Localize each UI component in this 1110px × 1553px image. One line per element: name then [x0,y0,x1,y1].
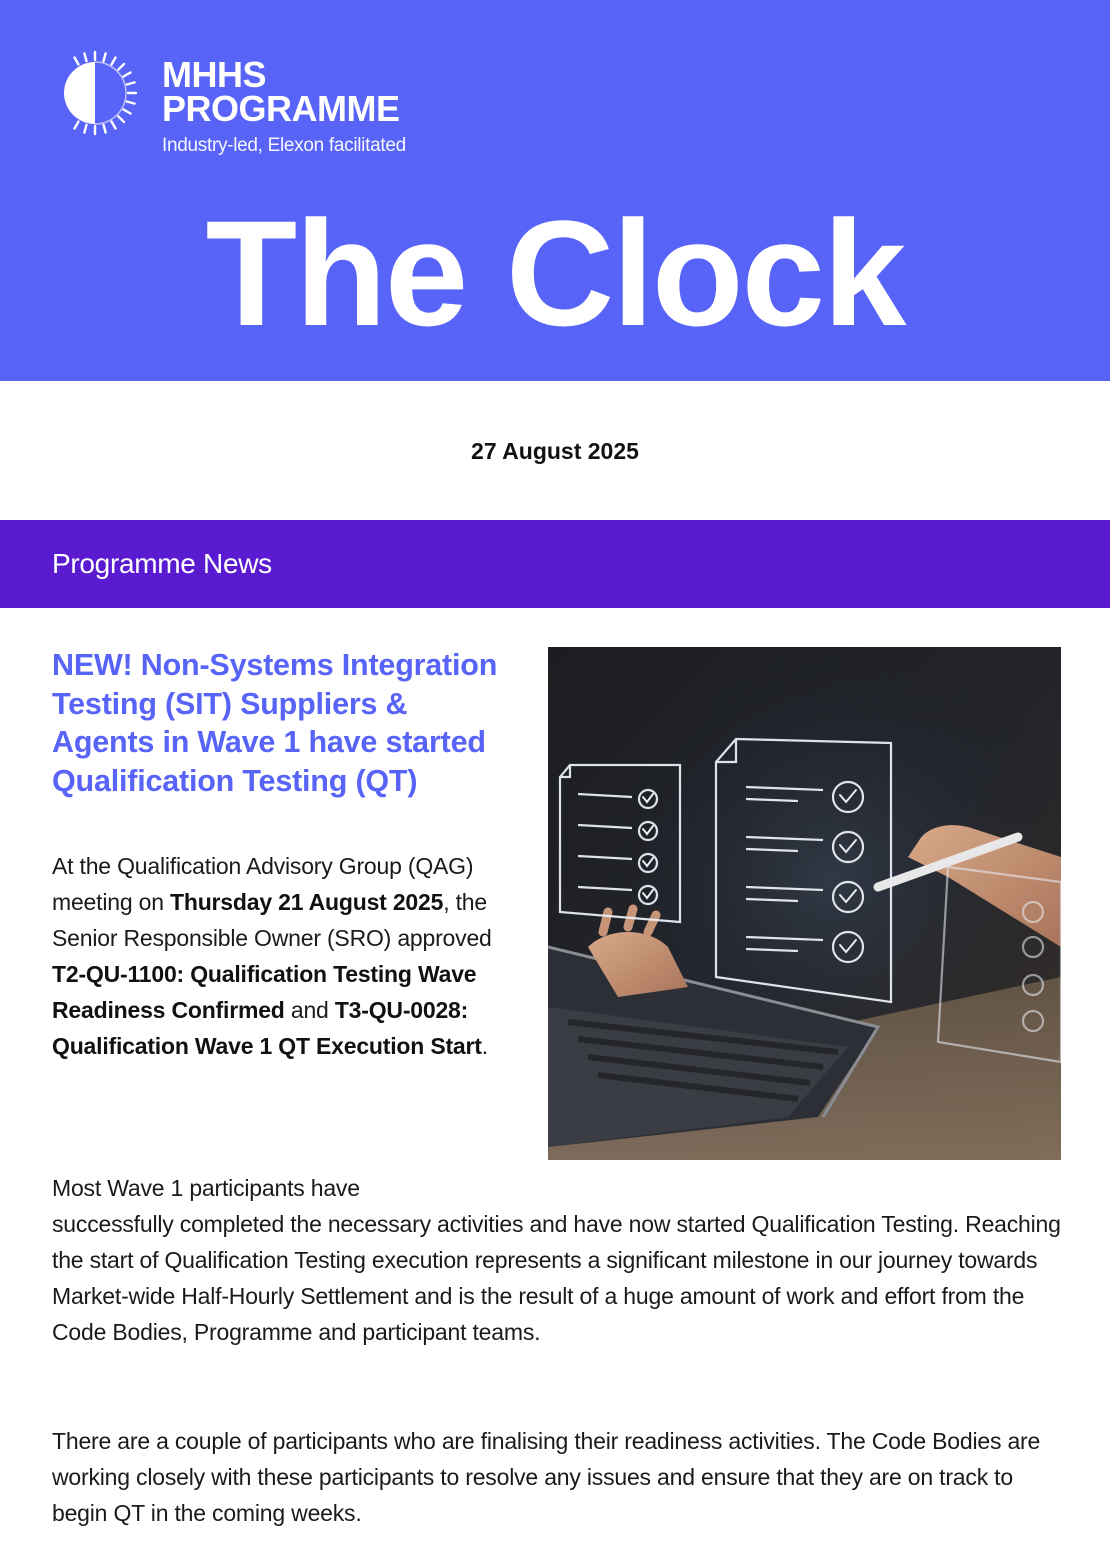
lead-text-3: and [284,997,335,1023]
article-photo-checklist-laptop [548,647,1061,1160]
brand-block [162,54,406,158]
mhhs-clock-logo-icon [50,48,140,138]
section-header-bar [0,520,1110,608]
brand-name-line2: PROGRAMME [162,88,400,129]
lead-text-4: . [481,1033,488,1059]
newsletter-header [0,0,1110,381]
article-paragraph-1 [52,1170,1062,1350]
issue-date: 27 August 2025 [471,438,639,464]
article-lead-paragraph [52,848,497,1064]
newsletter-masthead: The Clock [205,189,905,357]
lead-text-1: At the Qualification Advisory Group (QAG) meeting on [52,853,474,915]
lead-bold-milestone-1: T2-QU-1100: Qualification Testing Wave Readiness Confirmed [52,961,477,1023]
lead-bold-milestone-2: T3-QU-0028: Qualification Wave 1 QT Execution Start [52,997,482,1059]
lead-text-2: , the Senior Responsible Owner (SRO) approved [52,889,492,951]
lead-bold-date: Thursday 21 August 2025 [170,889,444,915]
article-title[interactable]: NEW! Non-Systems Integration Testing (SIT) Suppliers & Agents in Wave 1 have started Qualification Testing (QT) [52,648,498,798]
brand-tagline: Industry-led, Elexon facilitated [162,135,406,156]
article-paragraph-2: There are a couple of participants who are finalising their readiness activities. The Code Bodies are working closely with these participants to resolve any issues and ensure that they are on track to begin QT in the coming weeks. [52,1428,1041,1526]
brand-name-line1: MHHS [162,54,266,95]
paragraph-1-rest: successfully completed the necessary activities and have now started Qualification Testing. Reaching the start of Qualification Testing execution represents a significant milestone in our journey towards Market-wide Half-Hourly Settlement and is the result of a huge amount of work and effort from the Code Bodies, Programme and participant teams. [52,1211,1061,1345]
section-title: Programme News [52,548,272,579]
paragraph-1-start: Most Wave 1 participants have [52,1175,360,1201]
